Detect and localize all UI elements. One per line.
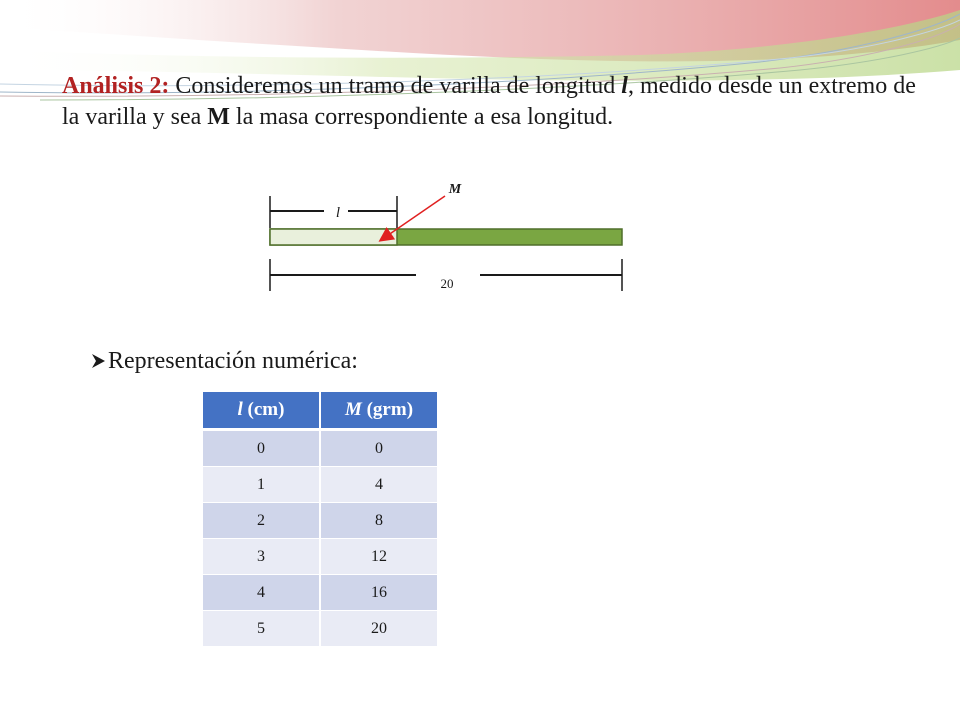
rod-segment-l (270, 229, 397, 245)
table-row (203, 431, 439, 467)
total-length-label: 20 (440, 276, 454, 291)
intro-variable-l: l (621, 73, 628, 99)
intro-text-1: Consideremos un tramo de varilla de longitud (169, 73, 622, 99)
section-title: Representación numérica: (108, 348, 358, 374)
table-row (203, 611, 439, 647)
analysis-label: Análisis 2: (62, 73, 170, 99)
cell-mass: 12 (321, 539, 439, 575)
cell-mass: 4 (321, 467, 439, 503)
cell-length: 1 (203, 467, 321, 503)
l-dimension-label: l (335, 205, 341, 221)
cell-length: 3 (203, 539, 321, 575)
cell-length: 4 (203, 575, 321, 611)
header-mass-unit: (grm) (361, 399, 414, 420)
header-length-unit: (cm) (242, 399, 285, 420)
cell-mass: 0 (321, 431, 439, 467)
header-mass (321, 392, 439, 431)
cell-length: 0 (203, 431, 321, 467)
cell-mass: 16 (321, 575, 439, 611)
intro-text-3: la masa correspondiente a esa longitud. (229, 104, 614, 130)
intro-variable-m: M (207, 104, 230, 130)
intro-text-2: , medido desde un extremo de la varilla y sea (62, 73, 916, 130)
cell-length: 2 (203, 503, 321, 539)
cell-mass: 8 (321, 503, 439, 539)
header-length (203, 392, 321, 431)
mass-label: M (448, 182, 462, 197)
header-length-variable: l (237, 399, 243, 420)
section-heading (90, 346, 358, 376)
table-row (203, 467, 439, 503)
cell-length: 5 (203, 611, 321, 647)
table-row (203, 575, 439, 611)
cell-mass: 20 (321, 611, 439, 647)
table-row (203, 503, 439, 539)
table-header-row (203, 392, 439, 431)
table-row (203, 539, 439, 575)
data-table (203, 392, 439, 647)
header-mass-variable: M (344, 399, 362, 420)
arrowhead-bullet-icon (90, 353, 106, 369)
